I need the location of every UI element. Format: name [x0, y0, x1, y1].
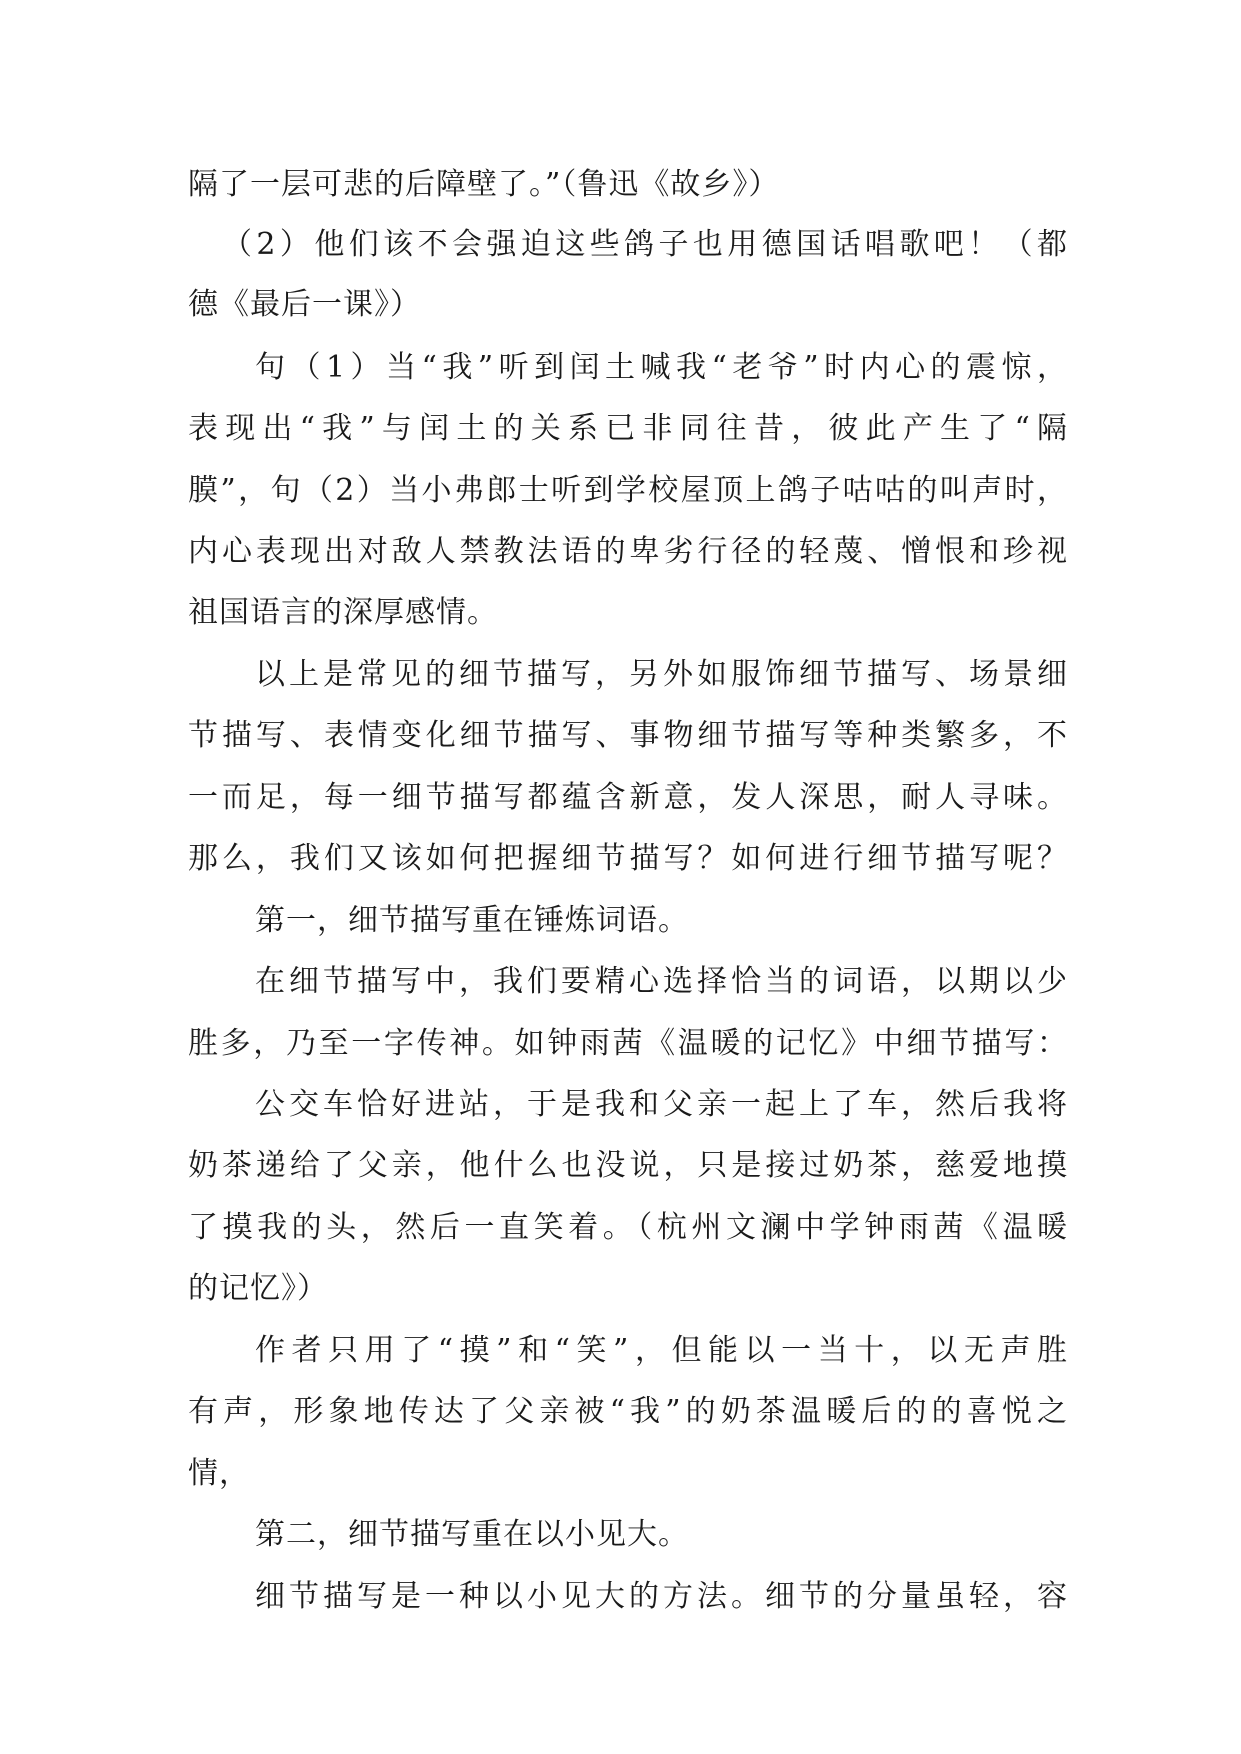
text-line: 隔了一层可悲的后障壁了。”（鲁迅《故乡》）: [188, 167, 780, 202]
text-line: 在细节描写中，我们要精心选择恰当的词语，以期以少: [255, 964, 1068, 999]
text-line: 奶茶递给了父亲，他什么也没说，只是接过奶茶，慈爱地摸: [188, 1148, 1068, 1183]
text-line: 有声，形象地传达了父亲被“我”的奶茶温暖后的的喜悦之: [188, 1394, 1068, 1429]
text-line: 了摸我的头，然后一直笑着。（杭州文澜中学钟雨茜《温暖: [188, 1210, 1068, 1245]
text-line: 节描写、表情变化细节描写、事物细节描写等种类繁多，不: [188, 718, 1068, 753]
text-line: 那么，我们又该如何把握细节描写？如何进行细节描写呢？: [188, 841, 1068, 876]
text-line: 德《最后一课》）: [188, 287, 421, 322]
text-line: 句（1）当“我”听到闰土喊我“老爷”时内心的震惊，: [255, 350, 1068, 385]
text-line: 祖国语言的深厚感情。: [188, 595, 498, 630]
text-line: （2）他们该不会强迫这些鸽子也用德国话唱歌吧！（都: [222, 227, 1068, 262]
text-line: 第二，细节描写重在以小见大。: [255, 1517, 689, 1552]
text-line: 细节描写是一种以小见大的方法。细节的分量虽轻，容: [255, 1579, 1068, 1614]
text-line: 公交车恰好进站，于是我和父亲一起上了车，然后我将: [255, 1087, 1068, 1122]
text-line: 胜多，乃至一字传神。如钟雨茜《温暖的记忆》中细节描写：: [188, 1026, 1068, 1061]
text-line: 的记忆》）: [188, 1271, 328, 1306]
text-line: 内心表现出对敌人禁教法语的卑劣行径的轻蔑、憎恨和珍视: [188, 534, 1068, 569]
text-line: 以上是常见的细节描写，另外如服饰细节描写、场景细: [255, 657, 1068, 692]
text-line: 第一，细节描写重在锤炼词语。: [255, 903, 689, 938]
text-line: 膜”，句（2）当小弗郎士听到学校屋顶上鸽子咕咕的叫声时，: [188, 473, 1068, 508]
text-line: 一而足，每一细节描写都蕴含新意，发人深思，耐人寻味。: [188, 780, 1068, 815]
text-line: 作者只用了“摸”和“笑”，但能以一当十，以无声胜: [255, 1333, 1068, 1368]
text-line: 表现出“我”与闰土的关系已非同往昔，彼此产生了“隔: [188, 411, 1068, 446]
text-line: 情，: [188, 1456, 250, 1491]
